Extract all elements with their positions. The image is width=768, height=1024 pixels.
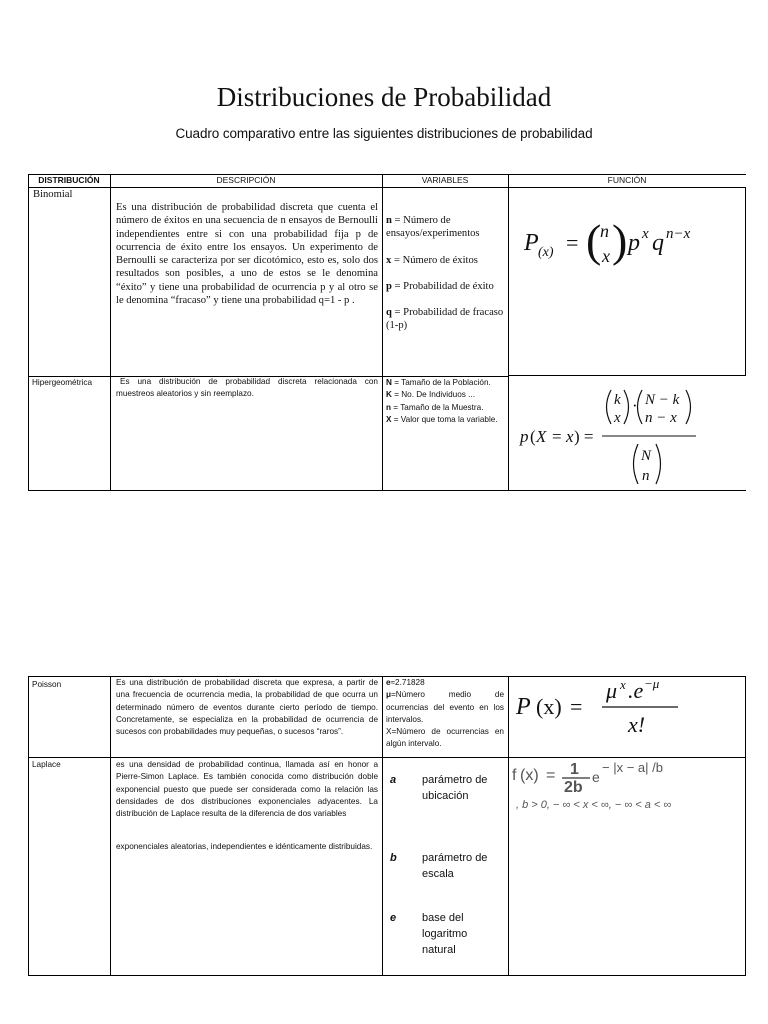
svg-text:f: f [512,767,517,784]
svg-text:p: p [628,230,640,256]
svg-text:−μ: −μ [644,678,660,691]
svg-text:x: x [620,678,626,692]
svg-text:=: = [546,767,556,784]
svg-text:2b: 2b [564,779,583,796]
variables-binomial: n = Número de ensayos/experimentos x = Número de éxitos p = Probabilidad de éxito q = Probabilidad de fracaso (1-p) [386,215,504,332]
header-funcion: FUNCIÓN [607,175,647,185]
page-title: Distribuciones de Probabilidad [216,82,552,112]
description-laplace-2: exponenciales aleatorias, independientes e idénticamente distribuidas. [116,842,373,851]
svg-text:1: 1 [570,761,579,778]
svg-text:(x): (x) [536,694,562,719]
svg-text:·: · [632,396,638,415]
svg-text:n−x: n−x [666,226,691,242]
description-hipergeometrica: Es una distribución de probabilidad discreta relacionada con muestreos aleatorios y sin reemplazo. [116,377,378,399]
svg-text:− |x − a| /b: − |x − a| /b [602,760,663,775]
svg-text:): ) [612,215,628,266]
page-subtitle: Cuadro comparativo entre las siguientes distribuciones de probabilidad [175,126,593,141]
svg-text:(x): (x) [538,245,554,260]
svg-text:x: x [602,246,610,266]
formula-poisson [512,678,742,756]
svg-text:N − k: N − k [645,392,680,408]
distribution-name-hipergeometrica: Hipergeométrica [32,378,93,387]
description-binomial: Es una distribución de probabilidad discreta que cuenta el número de éxitos en una secuencia de n ensayos de Bernoulli independientes entre si con una probabilidad fija p de ocurrencia de éxito entre los ensayos. Un experimento de Bernoulli se caracteriza por ser dicotómico, esto es, solo dos resultados son posibles, a uno de estos se le denomina “éxito” y tiene una probabilidad de ocurrencia p y al otro se le denomina “fracaso” y tiene una probabilidad q=1 - p . [116,202,378,307]
svg-text:=: = [570,694,583,719]
svg-text:P: P [524,230,539,256]
svg-text:e: e [592,769,600,785]
svg-text:q: q [652,230,664,256]
variables-laplace: a parámetro de ubicación b parámetro de escala e base del logaritmo natural [390,774,488,956]
formula-laplace-conditions: , b > 0, − ∞ < x < ∞, − ∞ < a < ∞ [516,799,672,811]
distribution-name-laplace: Laplace [32,760,61,769]
distribution-name-binomial: Binomial [33,189,73,200]
header-distribucion: DISTRIBUCIÓN [38,175,100,185]
svg-text:k: k [614,392,621,408]
svg-text:x: x [614,410,621,426]
svg-text:(: ( [530,427,536,446]
comparison-table-part-1 [28,174,746,491]
description-poisson: Es una distribución de probabilidad discreta que expresa, a partir de una frecuencia de ocurrencia media, la probabilidad de que ocurra un determinado número de eventos durante cierto período de tiempo. Concretamente, se especializa en la probabilidad de ocurrencia de sucesos con probabilidades muy pequeñas, o sucesos “raros”. [116,678,378,737]
formula-binomial [518,204,738,284]
formula-hipergeometrica [514,380,742,490]
svg-text:μ: μ [606,678,618,703]
svg-text:x: x [566,427,574,446]
svg-text:x!: x! [628,712,646,737]
svg-text:(x): (x) [520,767,539,784]
description-laplace-1: es una densidad de probabilidad continua, llamada así en honor a Pierre-Simon Laplace. Es también conocida como distribución doble exponencial puesto que puede ser considerada como la relación las densidades de dos distribuciones exponenciales adyacentes. La distribución de Laplace resulta de la diferencia de dos variables [116,760,378,819]
header-variables: VARIABLES [421,175,469,185]
svg-text:) =: ) = [574,427,594,446]
svg-text:=: = [552,427,562,446]
svg-text:x: x [642,226,649,242]
svg-text:P: P [516,694,531,720]
svg-text:n: n [600,221,609,241]
variables-hipergeometrica: N = Tamaño de la Población. K = No. De Individuos ... n = Tamaño de la Muestra. X = Valor que toma la variable. [386,378,498,424]
header-descripcion: DESCRIPCIÓN [216,175,276,185]
comparison-table-part-2 [28,676,746,976]
variables-poisson: e≈2.71828 μ=Número medio de ocurrencias del evento en los intervalos. X=Número de ocurrencias en algún intervalo. [386,678,504,749]
svg-text:n: n [642,468,650,484]
svg-text:.e: .e [628,678,644,703]
distribution-name-poisson: Poisson [32,680,62,689]
formula-laplace [510,760,744,820]
svg-text:(: ( [586,215,602,266]
svg-text:X: X [536,427,547,446]
svg-text:N: N [641,448,652,464]
svg-text:p: p [520,427,529,446]
svg-text:n − x: n − x [645,410,677,426]
svg-text:=: = [566,230,579,255]
